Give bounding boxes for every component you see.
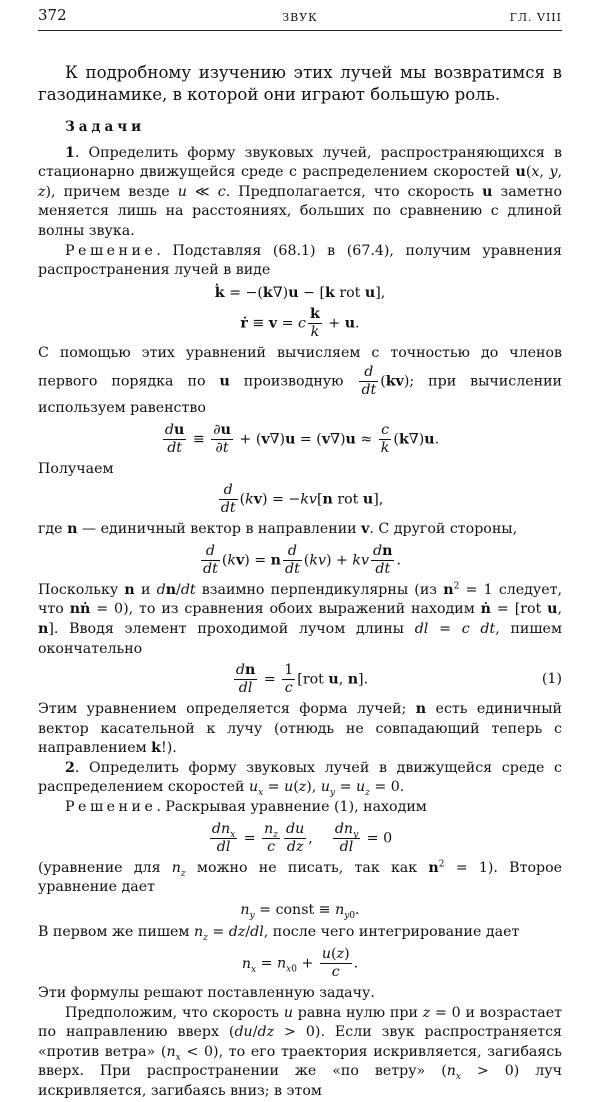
equation-d-kv-expanded: $\frac{d}{dt}$ (kv) = n $\frac{d}{dt}$ (kv) + kv $\frac{dn}{dt}$ . [203,542,401,577]
problem-2-text: . Определить форму звуковых лучей в движущейся среде с распределением скоростей [38,759,562,796]
solution-2-text: . Если звук распространяется «против ветра» [38,1024,563,1060]
solution-2-text: ). Второе уравнение дает [38,859,563,896]
section-title: Задачи [65,119,146,135]
solution-1 [38,242,562,281]
solution-2-para-5: Предположим, что скорость u равна нулю при z = 0 и возрастает по направлению вверх (du/dz > 0). Если звук распространяется «против ветра» $(n_x < 0)$, то его траектория искривляется, загибаясь вверх. При распространении же «по ветру» $(n_x > 0)$ луч искривляется, загибаясь вниз; в этом [38,1004,563,1099]
equation-ny-const: $n_y$ = const ≡ $n_{y0}$. [240,901,360,921]
problem-1-number: 1 [65,144,75,161]
page-number: 372 [38,6,67,24]
chapter-label: ГЛ. VIII [509,11,562,24]
solution-2-text: (уравнение для [38,859,172,876]
solution-1-para-3: где n — единичный вектор в направлении v. С другой стороны, [38,521,518,538]
solution-1-text: ). [166,740,177,757]
solution-1-text: . Подставляя (68.1) в (67.4), получим уравнения распространения лучей в виде [38,242,562,279]
solution-2 [38,798,562,818]
solution-2-text: луч искривляется, загибаясь вниз; в этом [38,1063,563,1099]
solution-1-text: взаимно перпендикулярны (из [195,581,444,598]
solution-1-para-4: Поскольку n и dn/dt взаимно перпендикулярны (из $n^2 = 1$ следует, что nṅ = 0), то из сравнения обоих выражений находим ṅ = [rot u, n]. Вводя элемент проходимой лучом длины dl = c dt, пишем окончательно [38,580,563,657]
solution-1-text: С помощью этих уравнений вычисляем с точностью до членов первого порядка по [38,345,562,390]
equation-dnx-dny: $\frac{dn_x}{dl}$ = $\frac{n_z}{c}$ $\frac{du}{dz}$ , $\frac{dn_y}{dl}$ = 0 [211,820,393,855]
solution-1-text: и [134,581,157,598]
solution-2-text: В первом же пишем [38,924,194,941]
problem-2-number: 2 [65,759,75,776]
solution-1-text: — единичный вектор в направлении [77,521,362,538]
solution-2-text: , то его траектория искривляется, загибаясь вверх. При распространении же «по ветру» [38,1043,563,1080]
solution-1-obtain: Получаем [38,460,114,477]
equation-r-dot: ṙ ≡ v = c $\frac{k}{k}$ + u. [240,306,360,341]
solution-2-text: . Раскрывая уравнение (1), находим [156,799,427,816]
equation-k-dot: k̇ = −(k∇)u − [k rot u], [214,284,386,301]
lead-paragraph: К подробному изучению этих лучей мы возвратимся в газодинамике, в которой они играют большую роль. [38,63,562,104]
solution-2-para-2: (уравнение для $n_z$ можно не писать, так как $n^2 = 1$). Второе уравнение дает [38,858,563,896]
problem-1-text: заметно меняется лишь на расстояниях, больших по сравнению с длиной волны звука. [38,183,562,239]
solution-1-text: есть единичный вектор касательной к лучу (отнюдь не совпадающий теперь с направлением [38,701,562,757]
equation-number: (1) [541,670,562,687]
problem-1-text: . Предполагается, что скорость [225,183,483,200]
solution-1-text: , пишем окончательно [38,620,562,657]
solution-1-para-2: С помощью этих уравнений вычисляем с точностью до членов первого порядка по u производную $\frac{d}{dt}$ (kv); при вычислении используем равенство [38,345,562,416]
equation-nx: $n_x = n_{x0}$ + $\frac{u(z)}{c}$ . [241,946,359,981]
solution-2-para-3: В первом же пишем $n_z = dz/dl$, после чего интегрирование дает [38,924,520,944]
solution-2-text: можно не писать, так как [185,859,429,876]
solution-2-text: и возрастает по направлению вверх [38,1004,562,1041]
solution-1-text: . Вводя элемент проходимой лучом длины [53,620,415,637]
running-title: ЗВУК [282,11,318,24]
equation-total-derivative: $\frac{du}{dt}$ ≡ $\frac{\partial u}{\partial t}$ + (v∇)u = (v∇)u ≈ $\frac{c}{k}$ (k∇)u. [164,421,440,456]
page-body [38,62,562,1102]
problem-2: 2. Определить форму звуковых лучей в движущейся среде с распределением скоростей $u_x = u(z)$, $u_y = u_z = 0$. [38,759,562,799]
running-header [38,6,562,31]
solution-1-text: где [38,521,68,538]
solution-1-text: следует, что [38,581,563,618]
solution-2-text: Предположим, что скорость [65,1004,284,1021]
solution-2-para-4: Эти формулы решают поставленную задачу. [38,985,375,1002]
solution-1-text: производную [229,373,358,390]
equation-d-kv: $\frac{d}{dt}$ (kv) = −kv[n rot u], [220,482,384,517]
problem-1: 1. Определить форму звуковых лучей, распространяющихся в стационарно движущейся среде с распределением скоростей u(x, y, z), причем везде u ≪ c. Предполагается, что скорость u заметно меняется лишь на расстояниях, больших по сравнению с длиной волны звука. [38,144,562,239]
equation-1: $\frac{dn}{dl}$ = $\frac{1}{c}$ [rot u, n]. (1) [235,662,562,697]
solution-1-text: Поскольку [38,581,125,598]
solution-1-text: Этим уравнением определяется форма лучей; [38,701,416,718]
solution-1-text: . С другой стороны, [369,521,518,538]
problem-1-text: , причем везде [51,183,178,200]
problem-1-text: . Определить форму звуковых лучей, распространяющихся в стационарно движущейся среде с распределением скоростей [38,144,562,181]
solution-2-text: равна нулю при [292,1004,423,1021]
solution-2-text: , после чего интегрирование дает [263,924,520,941]
solution-1-text: ; при вычислении используем равенство [38,373,562,416]
solution-label: Решение [65,242,157,259]
solution-1-text: ), то из сравнения обоих выражений находим [123,601,481,618]
solution-label: Решение [65,799,157,816]
solution-1-para-5: Этим уравнением определяется форма лучей; n есть единичный вектор касательной к лучу (отнюдь не совпадающий теперь с направлением k!). [38,701,562,757]
